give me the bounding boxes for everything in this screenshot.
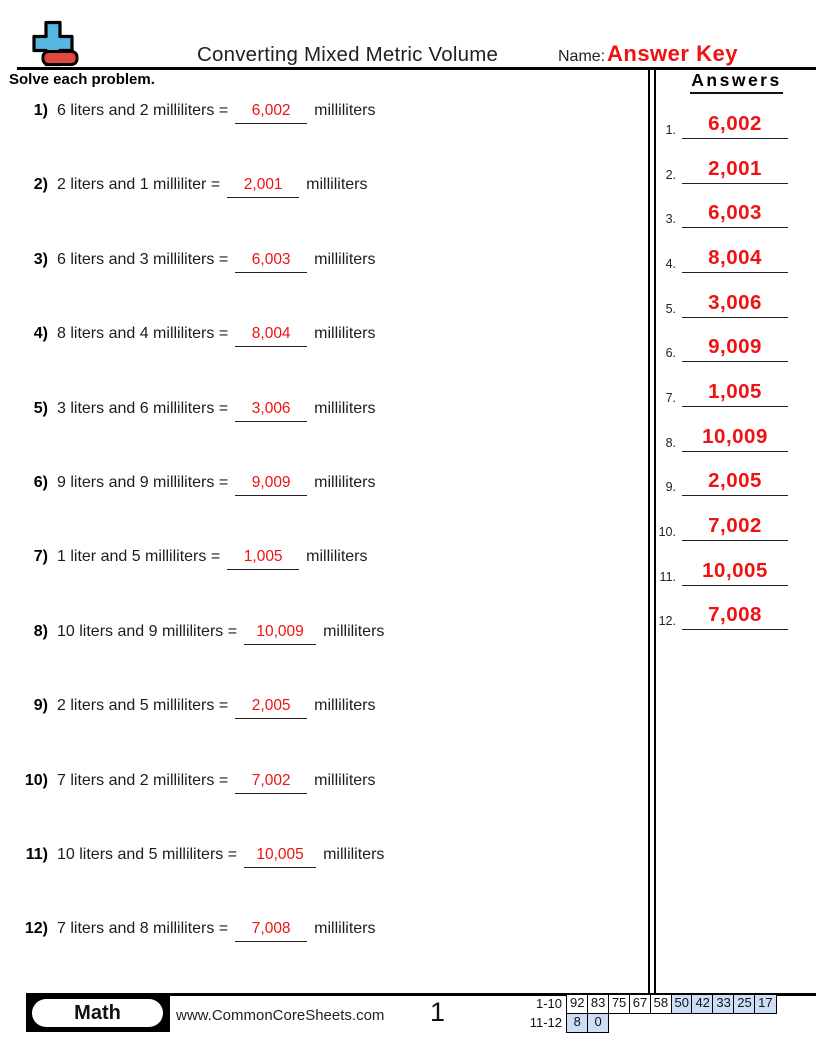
answer-row bbox=[656, 291, 790, 318]
answer-value: 7,002 bbox=[682, 514, 788, 541]
score-cell: 83 bbox=[587, 994, 610, 1014]
score-cell: 50 bbox=[671, 994, 694, 1014]
blank-answer-value: 10,009 bbox=[256, 622, 304, 640]
answers-divider bbox=[648, 67, 656, 994]
answer-blank bbox=[227, 175, 299, 198]
name-value: Answer Key bbox=[607, 41, 738, 66]
score-cell: 42 bbox=[691, 994, 714, 1014]
problem-text: 1 liter and 5 milliliters = bbox=[57, 548, 221, 566]
answer-row bbox=[656, 559, 790, 586]
unit-label: milliliters bbox=[314, 920, 376, 938]
problem-text: 2 liters and 1 milliliter = bbox=[57, 176, 221, 194]
unit-label: milliliters bbox=[323, 622, 385, 640]
website-url: www.CommonCoreSheets.com bbox=[176, 1007, 385, 1024]
answer-blank bbox=[244, 845, 316, 868]
problem-text: 10 liters and 5 milliliters = bbox=[57, 846, 238, 863]
blank-answer-value: 7,002 bbox=[251, 771, 291, 789]
problem-row bbox=[16, 399, 626, 422]
blank-answer-value: 6,002 bbox=[251, 102, 291, 119]
blank-answer-value: 8,004 bbox=[251, 325, 291, 343]
answer-value: 9,009 bbox=[682, 335, 788, 362]
unit-label: milliliters bbox=[314, 102, 376, 119]
unit-label: milliliters bbox=[314, 250, 376, 268]
problem-text: 6 liters and 2 milliliters = bbox=[57, 102, 229, 119]
score-cell: 67 bbox=[629, 994, 652, 1014]
answer-blank bbox=[227, 547, 299, 570]
unit-label: milliliters bbox=[306, 548, 368, 566]
problem-number: 4) bbox=[33, 325, 48, 343]
problem-row bbox=[16, 101, 626, 124]
answer-number: 8. bbox=[665, 435, 676, 450]
problem-number: 1) bbox=[33, 102, 48, 119]
subject-label: Math bbox=[32, 999, 163, 1027]
answer-number: 11. bbox=[659, 569, 676, 584]
answer-value: 2,001 bbox=[682, 157, 788, 184]
answer-number: 7. bbox=[665, 390, 676, 405]
answer-number: 4. bbox=[665, 256, 676, 271]
problem-row bbox=[16, 175, 626, 198]
answer-number: 12. bbox=[658, 614, 676, 629]
problem-text: 7 liters and 8 milliliters = bbox=[57, 920, 229, 938]
problem-row bbox=[16, 919, 626, 942]
blank-answer-value: 6,003 bbox=[251, 250, 291, 268]
problem-text: 7 liters and 2 milliliters = bbox=[57, 771, 229, 789]
problem-text: 10 liters and 9 milliliters = bbox=[57, 622, 238, 640]
answer-row bbox=[656, 112, 790, 139]
score-range-label: 1-10 bbox=[535, 996, 562, 1011]
answer-value: 3,006 bbox=[682, 291, 788, 318]
unit-label: milliliters bbox=[314, 474, 376, 491]
score-cell: 92 bbox=[566, 994, 589, 1014]
problem-text: 6 liters and 3 milliliters = bbox=[57, 250, 229, 268]
problem-number: 3) bbox=[33, 250, 48, 268]
answer-row bbox=[656, 157, 790, 184]
page-number: 1 bbox=[430, 997, 446, 1027]
problem-number: 6) bbox=[33, 474, 48, 491]
problem-number: 7) bbox=[33, 548, 48, 566]
answer-row bbox=[656, 335, 790, 362]
answer-value: 10,005 bbox=[682, 559, 788, 586]
answer-value: 6,003 bbox=[682, 201, 788, 228]
problem-text: 3 liters and 6 milliliters = bbox=[57, 399, 229, 417]
answer-number: 3. bbox=[665, 212, 676, 227]
answer-number: 10. bbox=[658, 524, 676, 539]
score-row bbox=[506, 994, 777, 1014]
answer-row bbox=[656, 514, 790, 541]
problem-row bbox=[16, 473, 626, 496]
problem-number: 9) bbox=[33, 697, 48, 715]
problem-number: 12) bbox=[24, 920, 48, 938]
score-cell: 0 bbox=[587, 1013, 610, 1033]
answer-number: 2. bbox=[665, 167, 676, 182]
score-row bbox=[506, 1013, 609, 1033]
problem-number: 5) bbox=[33, 399, 48, 417]
problem-row bbox=[16, 250, 626, 273]
score-cell: 58 bbox=[650, 994, 673, 1014]
plus-minus-logo-icon bbox=[26, 16, 82, 69]
answer-blank bbox=[235, 919, 307, 942]
unit-label: milliliters bbox=[314, 325, 376, 343]
answer-number: 1. bbox=[665, 123, 676, 137]
answer-value: 1,005 bbox=[682, 380, 788, 407]
blank-answer-value: 7,008 bbox=[251, 920, 291, 938]
problem-row bbox=[16, 845, 626, 868]
answer-value: 8,004 bbox=[682, 246, 788, 273]
blank-answer-value: 2,001 bbox=[243, 176, 283, 194]
answer-blank bbox=[235, 101, 307, 124]
score-cell: 17 bbox=[754, 994, 777, 1014]
instructions: Solve each problem. bbox=[9, 71, 155, 88]
score-cell: 25 bbox=[733, 994, 756, 1014]
problem-row bbox=[16, 622, 626, 645]
blank-answer-value: 9,009 bbox=[251, 474, 291, 491]
answer-blank bbox=[235, 399, 307, 422]
blank-answer-value: 10,005 bbox=[256, 846, 304, 863]
answers-title: Answers bbox=[690, 70, 782, 94]
answer-blank bbox=[235, 473, 307, 496]
page-title: Converting Mixed Metric Volume bbox=[197, 43, 499, 66]
answer-number: 6. bbox=[665, 346, 676, 361]
blank-answer-value: 3,006 bbox=[251, 399, 291, 417]
problem-row bbox=[16, 547, 626, 570]
answer-value: 10,009 bbox=[682, 425, 788, 452]
problem-row bbox=[16, 771, 626, 794]
answer-blank bbox=[235, 250, 307, 273]
problem-number: 2) bbox=[33, 176, 48, 194]
unit-label: milliliters bbox=[314, 771, 376, 789]
unit-label: milliliters bbox=[306, 176, 368, 194]
answer-row bbox=[656, 380, 790, 407]
answers-panel-header bbox=[683, 70, 790, 94]
problem-row bbox=[16, 696, 626, 719]
answer-row bbox=[656, 425, 790, 452]
problem-text: 9 liters and 9 milliliters = bbox=[57, 474, 229, 491]
score-cell: 33 bbox=[712, 994, 735, 1014]
answer-value: 6,002 bbox=[682, 112, 788, 139]
blank-answer-value: 1,005 bbox=[243, 548, 283, 566]
score-cell: 8 bbox=[566, 1013, 589, 1033]
unit-label: milliliters bbox=[314, 399, 376, 417]
problem-number: 11) bbox=[25, 846, 48, 863]
answer-value: 7,008 bbox=[682, 603, 788, 630]
problem-number: 10) bbox=[24, 771, 48, 789]
answer-row bbox=[656, 603, 790, 630]
answer-row bbox=[656, 246, 790, 273]
answer-blank bbox=[235, 771, 307, 794]
blank-answer-value: 2,005 bbox=[251, 697, 291, 715]
problem-row bbox=[16, 324, 626, 347]
problem-text: 8 liters and 4 milliliters = bbox=[57, 325, 229, 343]
answer-row bbox=[656, 201, 790, 228]
unit-label: milliliters bbox=[323, 846, 385, 863]
minus-icon bbox=[43, 52, 77, 65]
header-divider bbox=[17, 67, 816, 70]
answer-row bbox=[656, 469, 790, 496]
subject-badge bbox=[26, 995, 170, 1032]
unit-label: milliliters bbox=[314, 697, 376, 715]
answer-value: 2,005 bbox=[682, 469, 788, 496]
name-label: Name: bbox=[558, 48, 606, 65]
answer-blank bbox=[235, 324, 307, 347]
answer-number: 9. bbox=[665, 480, 676, 495]
score-range-label: 11-12 bbox=[529, 1015, 562, 1031]
problem-text: 2 liters and 5 milliliters = bbox=[57, 697, 229, 715]
score-cell: 75 bbox=[608, 994, 631, 1014]
answer-number: 5. bbox=[665, 301, 676, 316]
answer-blank bbox=[235, 696, 307, 719]
problem-number: 8) bbox=[33, 622, 48, 640]
answer-blank bbox=[244, 622, 316, 645]
